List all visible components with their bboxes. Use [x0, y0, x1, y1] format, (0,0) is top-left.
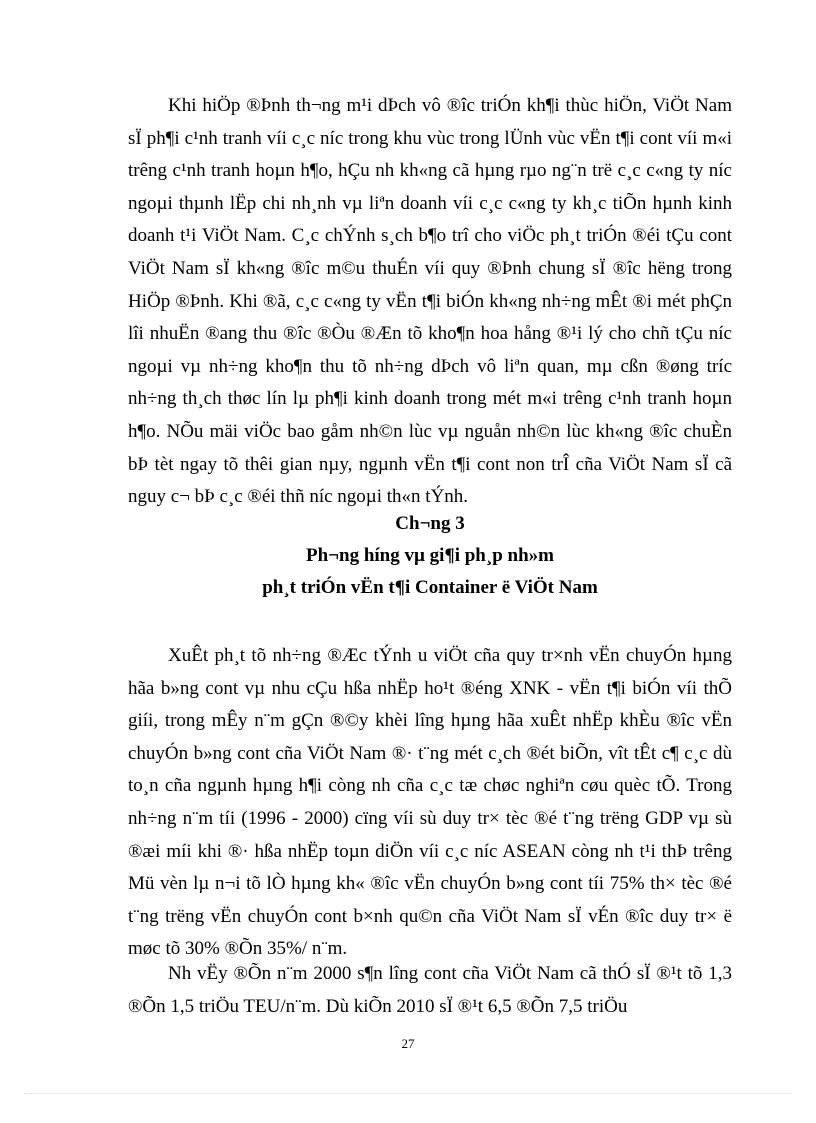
- page-number: 27: [401, 1036, 415, 1051]
- body-paragraph-1: Khi hiÖp ®Þnh th¬ng m¹i dÞch vô ®îc triÓn kh¶i thùc hiÖn, ViÖt Nam sÏ ph¶i c¹nh tranh víi c¸c níc trong khu vùc trong lÜnh vùc vËn t¶i cont víi m«i trêng c¹nh tranh hoµn h¶o, hÇu nh kh«ng cã hµng rµo ng¨n trë c¸c c«ng ty níc ngoµi thµnh lËp chi nh¸nh vµ liªn doanh víi c¸c c«ng ty kh¸c tiÕn hµnh kinh doanh t¹i ViÖt Nam. C¸c chÝnh s¸ch b¶o trî cho viÖc ph¸t triÓn ®éi tÇu cont ViÖt Nam sÏ kh«ng ®îc m©u thuÉn víi quy ®Þnh chung sÏ ®îc hëng trong HiÖp ®Þnh. Khi ®ã, c¸c c«ng ty vËn t¶i biÓn kh«ng nh÷ng mÊt ®i mét phÇn lîi nhuËn ®ang thu ®îc ®Òu ®Æn tõ kho¶n hoa hång ®¹i lý cho chñ tÇu níc ngoµi vµ nh÷ng kho¶n thu tõ nh÷ng dÞch vô liªn quan, mµ cßn ®øng tríc nh÷ng th¸ch thøc lín lµ ph¶i kinh doanh trong mét m«i trêng c¹nh tranh hoµn h¶o. NÕu mäi viÖc bao gåm nh©n lùc vµ nguån nh©n lùc kh«ng ®îc chuÈn bÞ tèt ngay tõ thêi gian nµy, ngµnh vËn t¶i cont non trÎ cña ViÖt Nam sÏ cã nguy c¬ bÞ c¸c ®éi thñ níc ngoµi th«n tÝnh.: [128, 95, 732, 508]
- body-paragraph-3: Nh vËy ®Õn n¨m 2000 s¶n lîng cont cña ViÖt Nam cã thÓ sÏ ®¹t tõ 1,3 ®Õn 1,5 triÖu TEU/n¨m. Dù kiÕn 2010 sÏ ®¹t 6,5 ®Õn 7,5 triÖu: [128, 963, 732, 1017]
- chapter-title-line-1: Ph¬ng híng vµ gi¶i ph¸p nh»m: [306, 545, 554, 566]
- page-bottom-border: [24, 1093, 792, 1094]
- chapter-title-line-2: ph¸t triÓn vËn t¶i Container ë ViÖt Nam: [262, 577, 598, 598]
- chapter-number: Ch¬ng 3: [395, 513, 465, 534]
- body-paragraph-2: XuÊt ph¸t tõ nh÷ng ®Æc tÝnh u viÖt cña quy tr×nh vËn chuyÓn hµng hãa b»ng cont vµ nhu cÇu hßa nhËp ho¹t ®éng XNK - vËn t¶i biÓn víi thÕ giíi, trong mÊy n¨m gÇn ®©y khèi lîng hµng hãa xuÊt nhËp khÈu ®îc vËn chuyÓn b»ng cont cña ViÖt Nam ®· t¨ng mét c¸ch ®ét biÕn, vît tÊt c¶ c¸c dù to¸n cña ngµnh hµng h¶i còng nh cña c¸c tæ chøc nghiªn cøu quèc tÕ. Trong nh÷ng n¨m tíi (1996 - 2000) cïng víi sù duy tr× tèc ®é t¨ng trëng GDP vµ sù ®æi míi khi ®· hßa nhËp toµn diÖn víi c¸c níc ASEAN còng nh t¹i thÞ trêng Mü vèn lµ n¬i tõ lÒ hµng kh« ®îc vËn chuyÓn b»ng cont tíi 75% th× tèc ®é t¨ng trëng vËn chuyÓn cont b×nh qu©n cña ViÖt Nam sÏ vÉn ®îc duy tr× ë møc tõ 30% ®Õn 35%/ n¨m.: [128, 645, 732, 960]
